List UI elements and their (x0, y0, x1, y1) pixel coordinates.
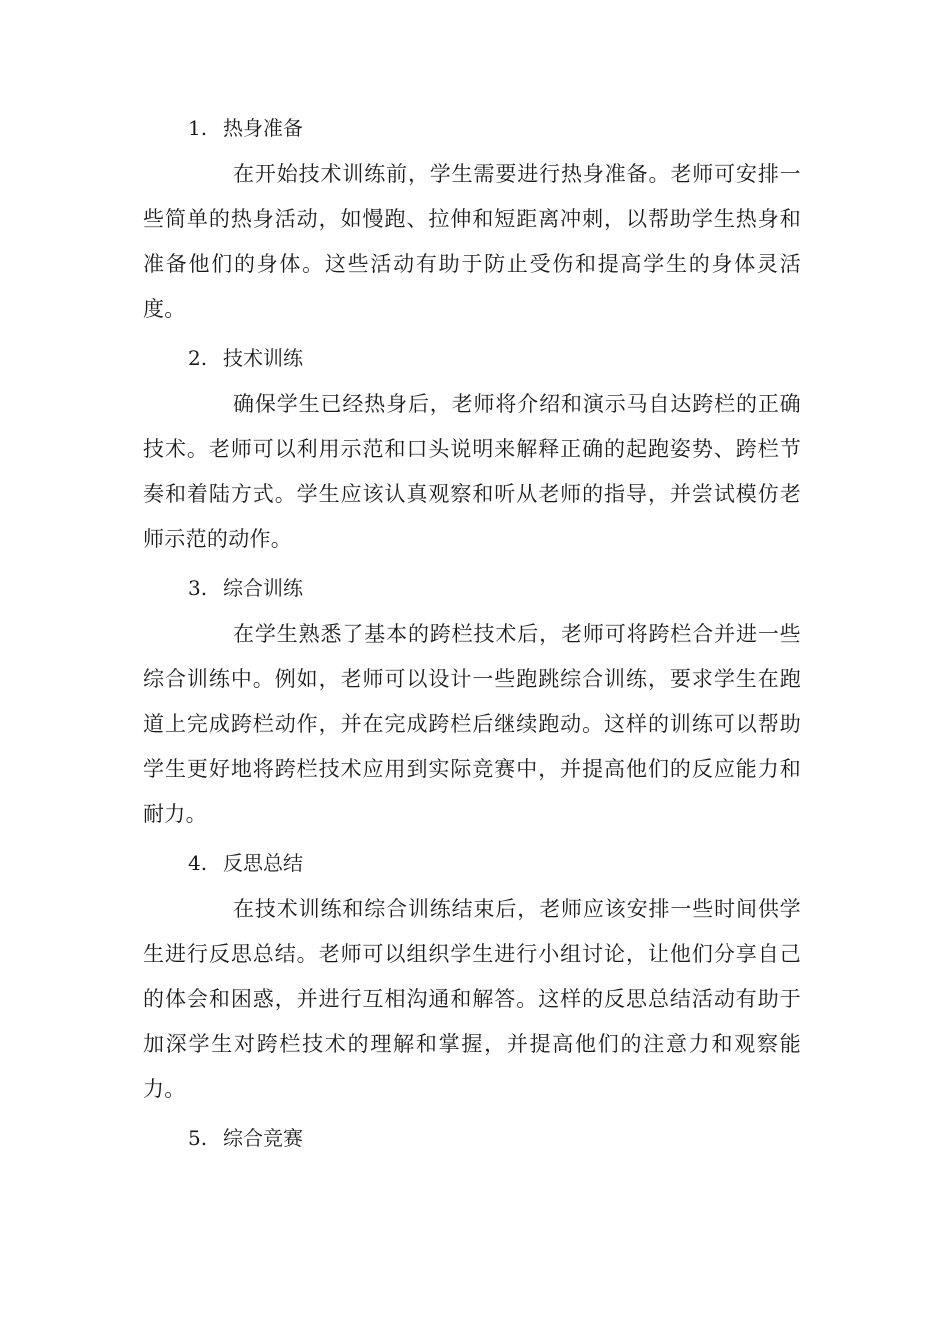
section-5-number: 5. (188, 1126, 208, 1150)
section-4-paragraph: 在技术训练和综合训练结束后，老师应该安排一些时间供学生进行反思总结。老师可以组织学生进行小组讨论，让他们分享自己的体会和困惑，并进行互相沟通和解答。这样的反思总结活动有助于加深学生对跨栏技术的理解和掌握，并提高他们的注意力和观察能力。 (143, 897, 801, 1101)
section-3-paragraph: 在学生熟悉了基本的跨栏技术后，老师可将跨栏合并进一些综合训练中。例如，老师可以设计一些跑跳综合训练，要求学生在跑道上完成跨栏动作，并在完成跨栏后继续跑动。这样的训练可以帮助学生更好地将跨栏技术应用到实际竞赛中，并提高他们的反应能力和耐力。 (143, 622, 801, 826)
section-2-title: 技术训练 (223, 346, 303, 370)
section-2-paragraph: 确保学生已经热身后，老师将介绍和演示马自达跨栏的正确技术。老师可以利用示范和口头说明来解释正确的起跑姿势、跨栏节奏和着陆方式。学生应该认真观察和听从老师的指导，并尝试模仿老师示范的动作。 (143, 392, 801, 551)
section-4-heading (143, 840, 801, 887)
section-3-title: 综合训练 (223, 576, 303, 600)
section-4-title: 反思总结 (223, 851, 303, 875)
section-1-number: 1. (188, 116, 208, 140)
section-1-title: 热身准备 (223, 116, 303, 140)
section-1-paragraph: 在开始技术训练前，学生需要进行热身准备。老师可安排一些简单的热身活动，如慢跑、拉伸和短距离冲刺，以帮助学生热身和准备他们的身体。这些活动有助于防止受伤和提高学生的身体灵活度。 (143, 162, 801, 321)
section-2-heading (143, 335, 801, 382)
section-5-heading (143, 1115, 801, 1162)
section-3-heading (143, 565, 801, 612)
section-3-number: 3. (188, 576, 208, 600)
section-5-title: 综合竞赛 (223, 1126, 303, 1150)
document-body (143, 105, 801, 1162)
section-2-number: 2. (188, 346, 208, 370)
section-1-heading (143, 105, 801, 152)
section-4-number: 4. (188, 851, 208, 875)
